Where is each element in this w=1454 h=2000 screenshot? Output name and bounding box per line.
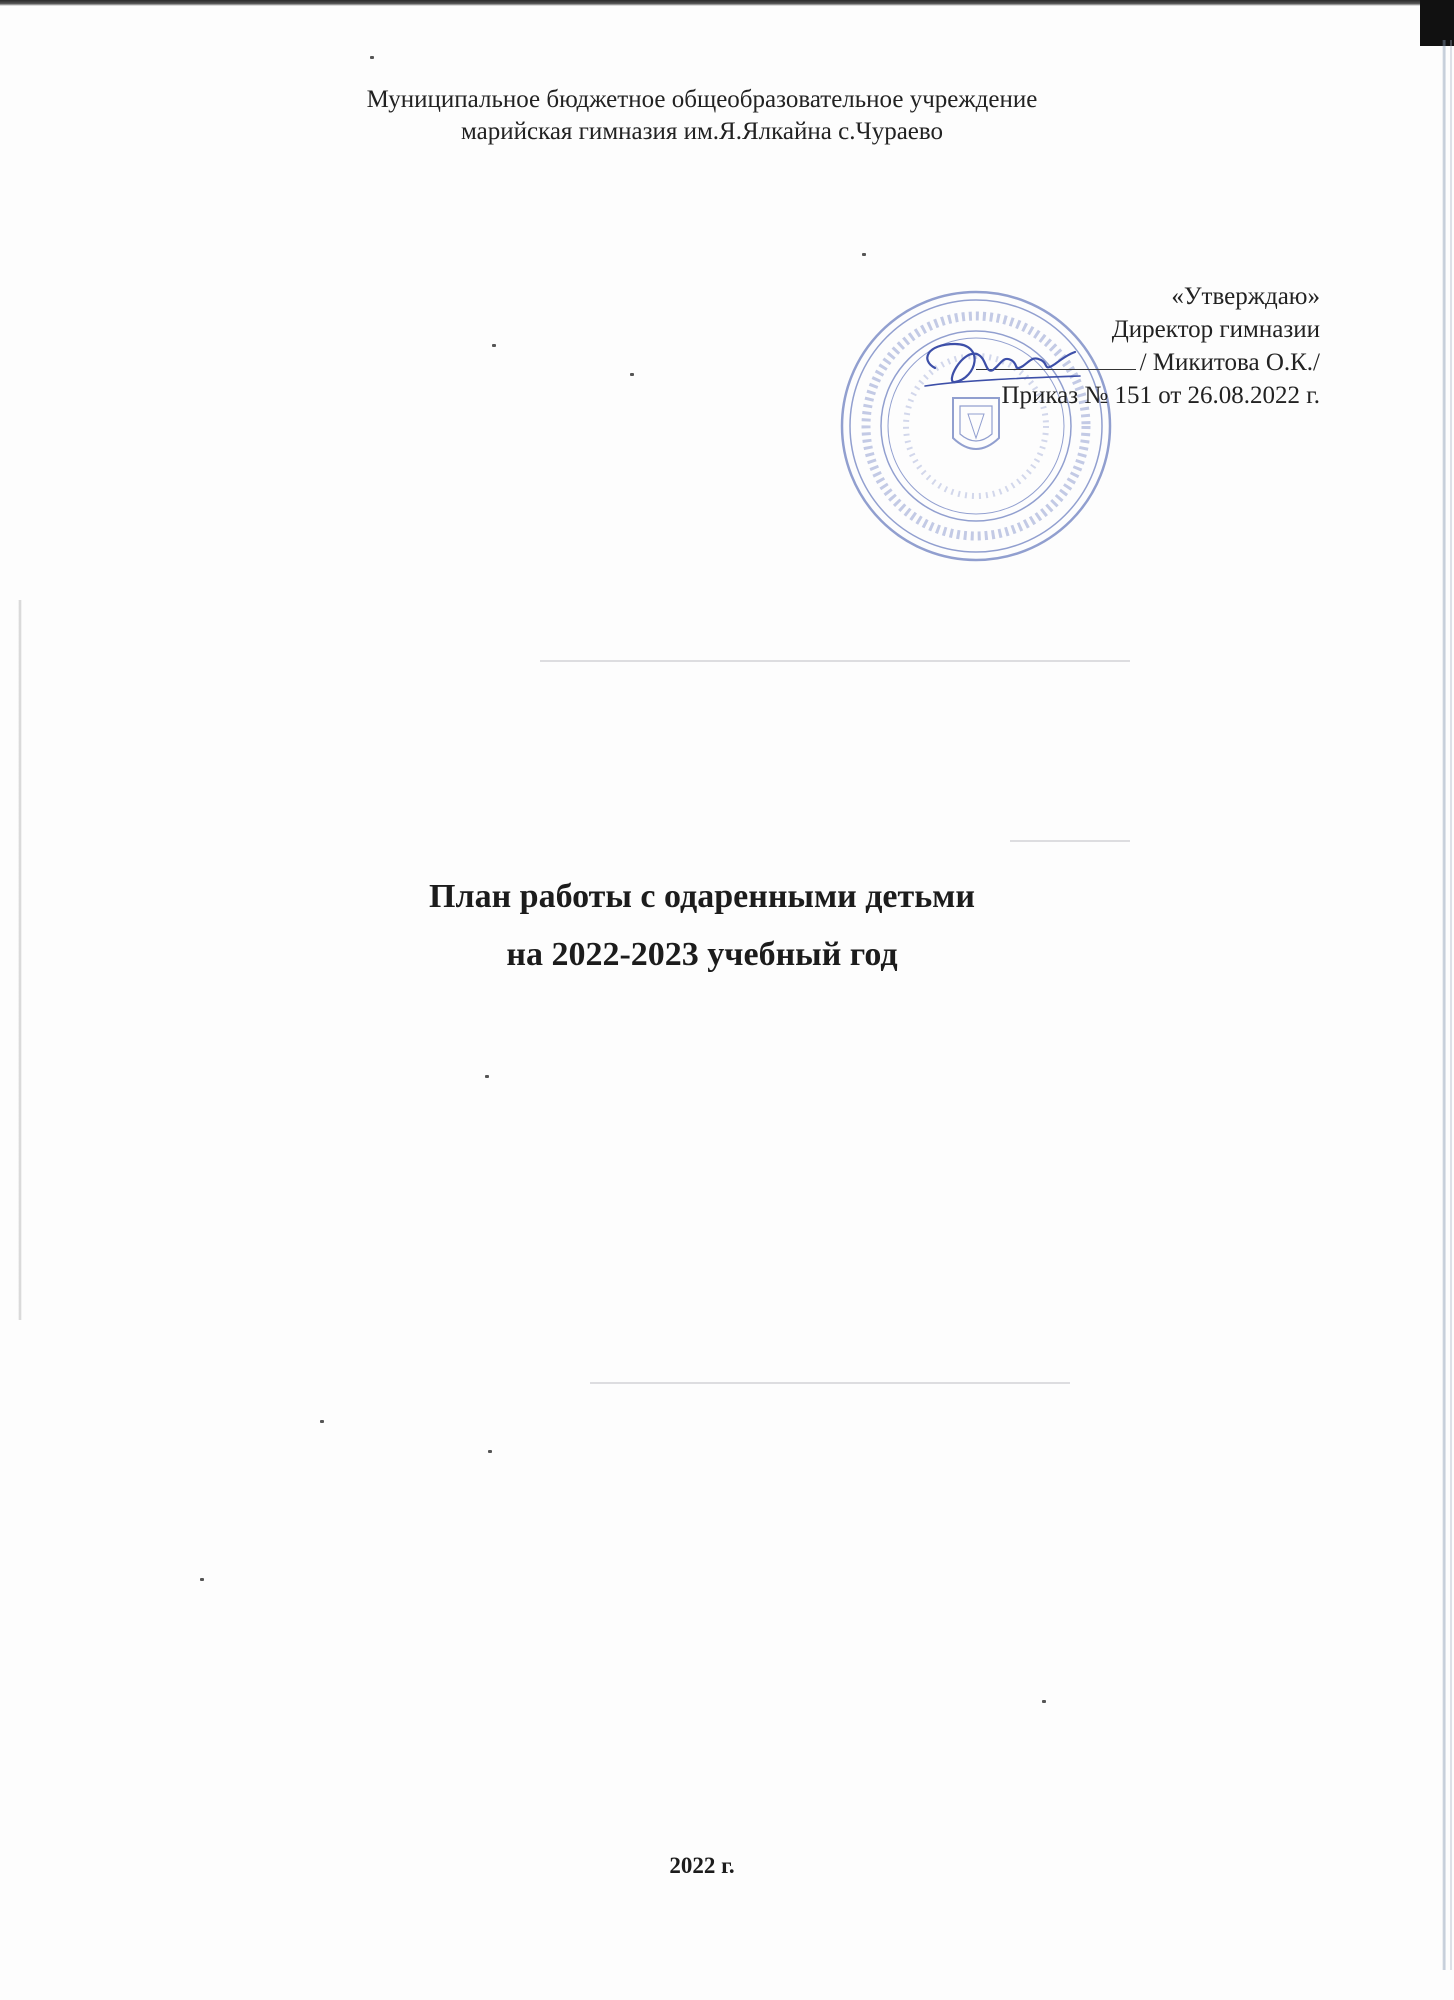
scan-corner-shadow (1420, 0, 1454, 46)
institution-name-line1: Муниципальное бюджетное общеобразовательное учреждение (366, 86, 1038, 113)
scan-speck (488, 1450, 492, 1453)
document-title (180, 868, 1224, 984)
order-reference: Приказ № 151 от 26.08.2022 г. (1001, 382, 1320, 409)
scan-speck (200, 1578, 204, 1581)
approval-heading: «Утверждаю» (1171, 283, 1320, 310)
scan-right-edge (1442, 40, 1446, 1970)
scan-speck (370, 56, 374, 59)
scan-left-binding (18, 600, 22, 1320)
document-title-line2: на 2022-2023 учебный год (506, 936, 898, 973)
approval-position: Директор гимназии (1111, 316, 1320, 343)
document-year: 2022 г. (669, 1853, 735, 1878)
director-signature (915, 330, 1085, 400)
scan-speck (492, 344, 496, 347)
scan-right-edge-secondary (1450, 40, 1452, 1970)
scan-speck (862, 253, 866, 256)
scan-artifact-line (590, 1382, 1070, 1384)
scan-artifact-line (1010, 840, 1130, 842)
scan-artifact-line (540, 660, 1130, 662)
scan-top-edge (0, 0, 1454, 6)
scan-speck (630, 373, 634, 376)
scan-speck (320, 1420, 324, 1423)
director-name: / Микитова О.К./ (1139, 349, 1320, 376)
scan-speck (1042, 1700, 1046, 1703)
institution-header (180, 84, 1224, 148)
institution-name-line2: марийская гимназия им.Я.Ялкайна с.Чураево (460, 118, 944, 145)
document-title-line1: План работы с одаренными детьми (429, 878, 975, 915)
scan-speck (485, 1075, 489, 1078)
